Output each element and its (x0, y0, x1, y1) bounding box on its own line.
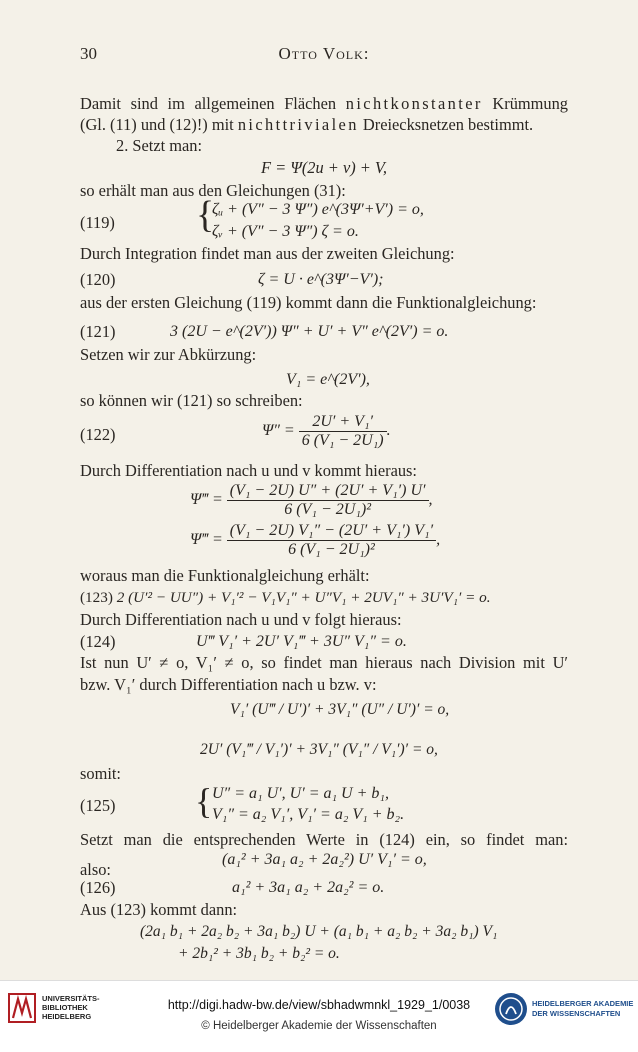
text-line: Durch Differentiation nach u und v kommt hieraus: (80, 461, 417, 480)
equation-127b: + 2b₁² + 3b₁ b₂ + b₂² = o. (178, 945, 340, 962)
university-library-name: UNIVERSITÄTS- BIBLIOTHEK HEIDELBERG (42, 994, 100, 1021)
equation-also: (a₁² + 3a₁ a₂ + 2a₂²) U′ V₁′ = o, (222, 851, 427, 868)
text-line: (Gl. (11) und (12)!) mit nichttrivialen Dreiecksnetzen bestimmt. (80, 115, 534, 134)
equation-F: F = Ψ(2u + v) + V, (261, 158, 387, 177)
brace: { (196, 194, 215, 236)
text-line: somit: (80, 764, 121, 783)
text-line: so erhält man aus den Gleichungen (31): (80, 181, 346, 200)
equation-number: (122) (80, 425, 116, 444)
text-line: so können wir (121) so schreiben: (80, 391, 303, 410)
equation-psi3-b: Ψ‴ = $\frac{\text{(V₁ − 2U) V₁″ − (2U′ + V₁′) V₁′}}{\text{6 (V₁ − 2U₁)²}}$ , (190, 521, 441, 558)
equation-122: Ψ″ = $\frac{\text{2U′ + V₁′}}{\text{6 (V₁ − 2U₁)}}$ . (262, 412, 391, 449)
equation-number: (125) (80, 796, 116, 815)
equation-psi3-a: Ψ‴ = $\frac{\text{(V₁ − 2U) U″ + (2U′ + V₁′) U′}}{\text{6 (V₁ − 2U₁)²}}$ , (190, 481, 433, 518)
text-line: 2. Setzt man: (116, 136, 203, 155)
equation-127a: (2a₁ b₁ + 2a₂ b₂ + 3a₁ b₂) U + (a₁ b₁ + a₂ b₂ + 3a₂ b₁) V₁ (140, 923, 498, 940)
source-url-link[interactable]: http://digi.hadw-bw.de/view/sbhadwmnkl_1929_1/0038 (167, 998, 471, 1012)
academy-seal-icon (494, 992, 528, 1026)
equation-c2: 2U′ (V₁‴ / V₁′)′ + 3V₁″ (V₁″ / V₁′)′ = o, (200, 741, 438, 758)
equation-120: ζ = U · e^(3Ψ′−V′); (258, 271, 384, 288)
academy-name: HEIDELBERGER AKADEMIE DER WISSENSCHAFTEN (532, 999, 634, 1018)
text-line: Durch Differentiation nach u und v folgt hieraus: (80, 610, 402, 629)
text-line: Ist nun U′ ≠ o, V₁′ ≠ o, so findet man hieraus nach Division mit U′ (80, 653, 568, 672)
equation-119a: ζᵤ + (V″ − 3 Ψ″) e^(3Ψ′+V′) = o, (212, 201, 424, 218)
equation-126: a₁² + 3a₁ a₂ + 2a₂² = o. (232, 879, 385, 896)
text-line: also: (80, 860, 111, 879)
equation-number: (121) (80, 322, 116, 341)
text-line: Setzen wir zur Abkürzung: (80, 345, 257, 364)
equation-number: (119) (80, 213, 115, 232)
text-line: woraus man die Funktionalgleichung erhält: (80, 566, 370, 585)
equation-number: (120) (80, 270, 116, 289)
brace: { (195, 781, 213, 821)
running-title: Otto Volk: (278, 44, 370, 63)
equation-119b: ζᵥ + (V″ − 3 Ψ″) ζ = o. (212, 223, 359, 240)
equation-c1: V₁′ (U‴ / U′)′ + 3V₁″ (U″ / U′)′ = o, (230, 701, 450, 718)
copyright-notice: © Heidelberger Akademie der Wissenschaften (201, 1020, 437, 1032)
equation-number: (126) (80, 878, 116, 897)
equation-125a: U″ = a₁ U′, U′ = a₁ U + b₁, (212, 785, 389, 802)
equation-121: 3 (2U − e^(2V′)) Ψ″ + U′ + V″ e^(2V′) = o. (170, 323, 449, 340)
text-line: Durch Integration findet man aus der zweiten Gleichung: (80, 244, 455, 263)
text-line: bzw. V₁′ durch Differentiation nach u bzw. v: (80, 675, 377, 694)
equation-124: U‴ V₁′ + 2U′ V₁‴ + 3U″ V₁″ = o. (196, 633, 407, 650)
text-line: Aus (123) kommt dann: (80, 900, 238, 919)
equation-123: (123) 2 (U′² − UU″) + V₁′² − V₁V₁″ + U″V₁ + 2UV₁″ + 3U′V₁′ = o. (80, 589, 491, 606)
equation-V1: V₁ = e^(2V′), (286, 371, 370, 388)
equation-125b: V₁″ = a₂ V₁′, V₁′ = a₂ V₁ + b₂. (212, 806, 405, 823)
text-line: aus der ersten Gleichung (119) kommt dann die Funktionalgleichung: (80, 293, 537, 312)
page-number: 30 (80, 44, 97, 63)
equation-number: (124) (80, 632, 116, 651)
text-line: Setzt man die entsprechenden Werte in (124) ein, so findet man: (80, 830, 568, 849)
text-line: Damit sind im allgemeinen Flächen nichtkonstanter Krümmung (80, 94, 568, 113)
digitization-footer (0, 980, 638, 1052)
